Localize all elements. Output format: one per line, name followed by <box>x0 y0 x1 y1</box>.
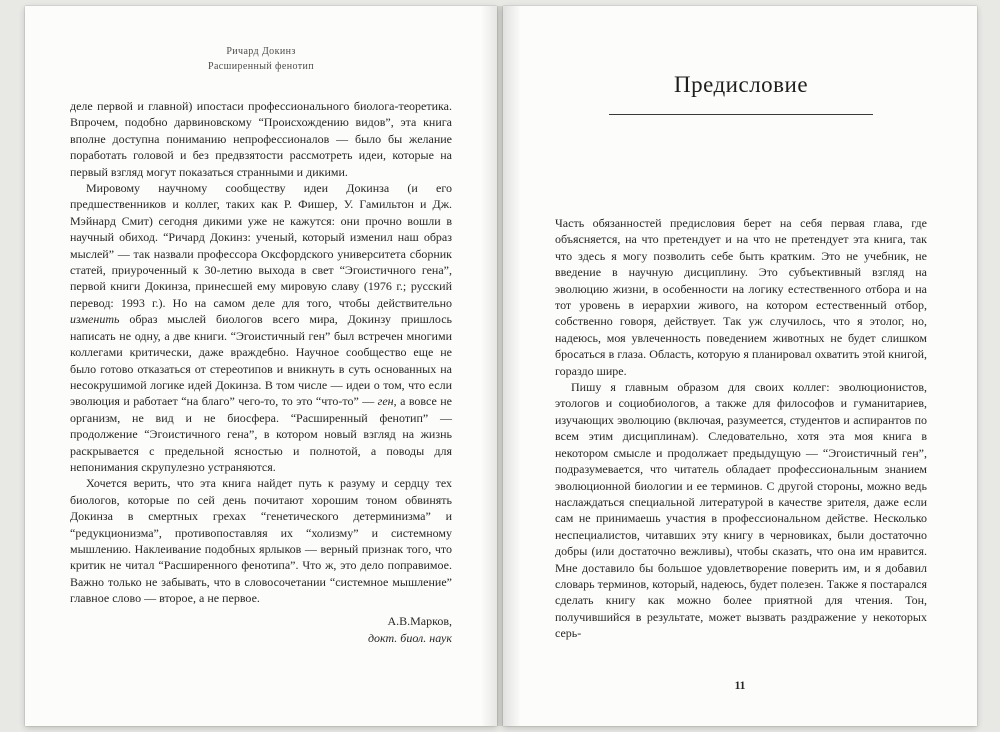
paragraph: Мировому научному сообществу идеи Докинза (и его предшественников и коллег, таких как Р. Фишер, У. Гамильтон и Дж. Мэйнард Смит) сегодня дикими уже не кажутся: они прочно вошли в научный обиход. “Ричард Докинз: ученый, который изменил наш образ мыслей” — так назвали профессора Оксфордского университета сборник статей, приуроченный к 30-летию выхода в свет “Эгоистичного гена”, первой книги Докинза, принесшей ему мировую славу (1976 г.; русский перевод: 1993 г.). Но на самом деле для того, чтобы действительно изменить образ мыслей биологов всего мира, Докинзу пришлось написать не одну, а две книги. “Эгоистичный ген” был встречен многими коллегами критически, даже враждебно. Научное сообщество еще не было готово отказаться от стереотипов и вникнуть в суть основанных на несокрушимой логике идей Докинза. В том числе — идеи о том, что если эволюция и работает “на благо” чего-то, то это “что-то” — ген, а вовсе не организм, не вид и не биосфера. “Расширенный фенотип” — продолжение “Эгоистичного гена”, в котором новый взгляд на жизнь раскрывается с предельной ясностью и полнотой, а поводы для непонимания скрупулезно устраняются. <box>70 181 452 474</box>
paragraph: деле первой и главной) ипостаси профессионального биолога-теоретика. Впрочем, подобно дарвиновскому “Происхождению видов”, эта книга вполне доступна пониманию непрофессионалов — было бы желание поработать головой и без предвзятости рассмотреть идеи, которые на первый взгляд могут показаться странными и дикими. <box>70 99 452 179</box>
signature-block <box>70 613 452 647</box>
right-page <box>503 6 977 726</box>
signature-name: А.В.Марков, <box>387 613 452 628</box>
book-spread <box>25 6 977 726</box>
left-page <box>25 6 497 726</box>
running-header-title: Расширенный фенотип <box>207 61 314 72</box>
signature-title: докт. биол. наук <box>367 630 452 645</box>
right-page-body <box>555 215 927 642</box>
running-header <box>70 44 452 74</box>
paragraph: Пишу я главным образом для своих коллег: эволюционистов, этологов и социобиологов, а также для философов и гуманитариев, изучающих эволюцию (включая, разумеется, студентов и аспирантов по всем этим дисциплинам). Следовательно, хотя эта моя книга в некотором смысле и продолжает предыдущую — “Эгоистичный ген”, подразумевается, что читатель обладает профессиональным знанием эволюционной биологии и ее терминов. С другой стороны, можно ведь наслаждаться специальной литературой в качестве зрителя, даже если сам не принимаешь участия в профессиональном действе. Несколько неспециалистов, читавших эту книгу в черновиках, были достаточно добры (или достаточно вежливы), чтобы сказать, что она им нравится. Мне доставило бы большое удовлетворение поверить им, и я добавил словарь терминов, который, надеюсь, будет полезен. Также я постарался сделать книгу как можно более приятной для чтения. Тон, получившийся в результате, может вызвать раздражение у некоторых серь- <box>555 380 927 641</box>
title-rule <box>609 114 873 115</box>
paragraph: Хочется верить, что эта книга найдет путь к разуму и сердцу тех биологов, которые по сей день почитают хорошим тоном обвинять Докинза в смертных грехах “генетического детерминизма” и “редукционизма”, противопоставляя их “холизму” и системному мышлению. Наклеивание подобных ярлыков — верный признак того, что критик не читал “Расширенного фенотипа”. Что ж, это дело поправимое. Важно только не забывать, что в словосочетании “системное мышление” главное слово — второе, а не первое. <box>70 476 452 606</box>
page-number: 11 <box>734 680 746 692</box>
running-header-author: Ричард Докинз <box>226 46 296 57</box>
chapter-title: Предисловие <box>673 72 809 97</box>
paragraph: Часть обязанностей предисловия берет на себя первая глава, где объясняется, на что претендует и на что не претендует эта книга, так что здесь я могу позволить себе быть кратким. Это не учебник, не введение в научную дисциплину. Это субъективный взгляд на эволюцию жизни, в особенности на логику естественного отбора и на тот уровень в иерархии живого, на котором естественный отбор, собственно говоря, действует. Так уж случилось, что я этолог, но, надеюсь, моя увлеченность поведением животных не будет слишком бросаться в глаза. Область, которую я планировал охватить этой книгой, гораздо шире. <box>555 216 927 378</box>
left-page-body <box>70 98 452 607</box>
